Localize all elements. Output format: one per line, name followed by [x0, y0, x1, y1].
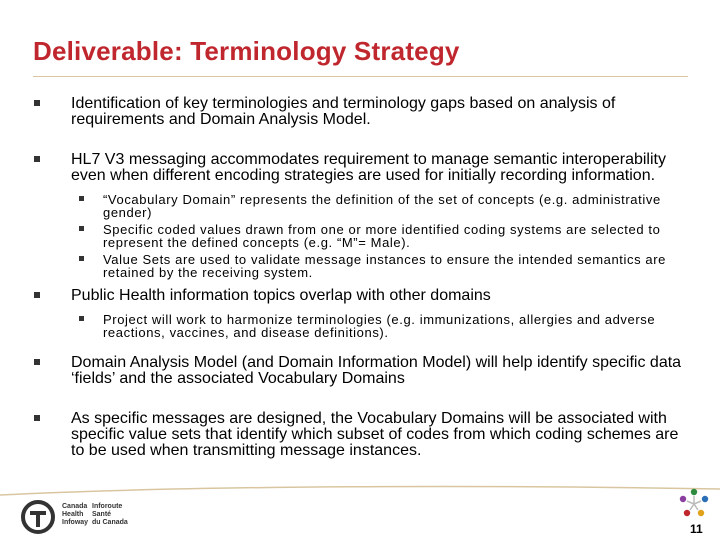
title-underline: [33, 76, 688, 77]
logo-text-canada: Canada: [62, 503, 88, 510]
logo-text-infoway: Infoway: [62, 519, 89, 526]
bullet-4-text: Domain Analysis Model (and Domain Information Model) will help identify specific data ‘fields’ and the associated Vocabulary Domains: [71, 354, 682, 387]
sub-bullet-2-3-text: Value Sets are used to validate message instances to ensure the intended semantics are retained by the receiving system.: [103, 252, 666, 280]
sub-bullet-2-1-text: “Vocabulary Domain” represents the definition of the set of concepts (e.g. administrative gender): [103, 192, 661, 220]
sub-bullet-2-2-text: Specific coded values drawn from one or more identified coding systems are selected to represent the defined concepts (e.g. “M”= Male).: [103, 222, 661, 250]
sub-bullet-2-2: [34, 223, 694, 249]
infoway-logo: [20, 497, 140, 537]
decorative-star-icon: [676, 486, 712, 522]
footer-swoosh: [0, 483, 720, 497]
bullet-square-icon: [34, 100, 40, 106]
bullet-square-icon: [34, 156, 40, 162]
sub-bullet-square-icon: [79, 226, 84, 231]
logo-text-inforoute: Inforoute: [92, 503, 123, 510]
bullet-5-text: As specific messages are designed, the Vocabulary Domains will be associated with specific value sets that identify which subset of codes from which coding schemes are to be used when transmitting message instances.: [71, 410, 679, 459]
bullet-square-icon: [34, 292, 40, 298]
slide-content: [34, 96, 694, 459]
bullet-square-icon: [34, 415, 40, 421]
logo-text-health: Health: [62, 511, 84, 518]
slide-title: Deliverable: Terminology Strategy: [33, 36, 460, 66]
infoway-emblem-icon: [20, 499, 56, 535]
sub-bullet-3-1: [34, 313, 694, 339]
sub-bullet-square-icon: [79, 256, 84, 261]
bullet-3: [34, 288, 694, 304]
bullet-2: [34, 152, 694, 184]
sub-bullet-square-icon: [79, 196, 84, 201]
logo-text-du-canada: du Canada: [92, 519, 128, 526]
bullet-2-text: HL7 V3 messaging accommodates requirement to manage semantic interoperability even when different encoding strategies are used for initially recording information.: [71, 151, 666, 184]
logo-text-sante: Santé: [92, 511, 112, 518]
bullet-3-text: Public Health information topics overlap with other domains: [71, 287, 491, 304]
bullet-5: [34, 411, 694, 459]
sub-bullet-3-1-text: Project will work to harmonize terminologies (e.g. immunizations, allergies and adverse reactions, vaccines, and disease definitions).: [103, 312, 656, 340]
bullet-1: [34, 96, 694, 128]
bullet-square-icon: [34, 359, 40, 365]
sub-bullet-2-3: [34, 253, 694, 279]
bullet-1-text: Identification of key terminologies and terminology gaps based on analysis of requirements and Domain Analysis Model.: [71, 95, 616, 128]
sub-bullet-square-icon: [79, 316, 84, 321]
sub-bullet-2-1: [34, 193, 694, 219]
bullet-4: [34, 355, 694, 387]
page-number: 11: [690, 522, 703, 536]
